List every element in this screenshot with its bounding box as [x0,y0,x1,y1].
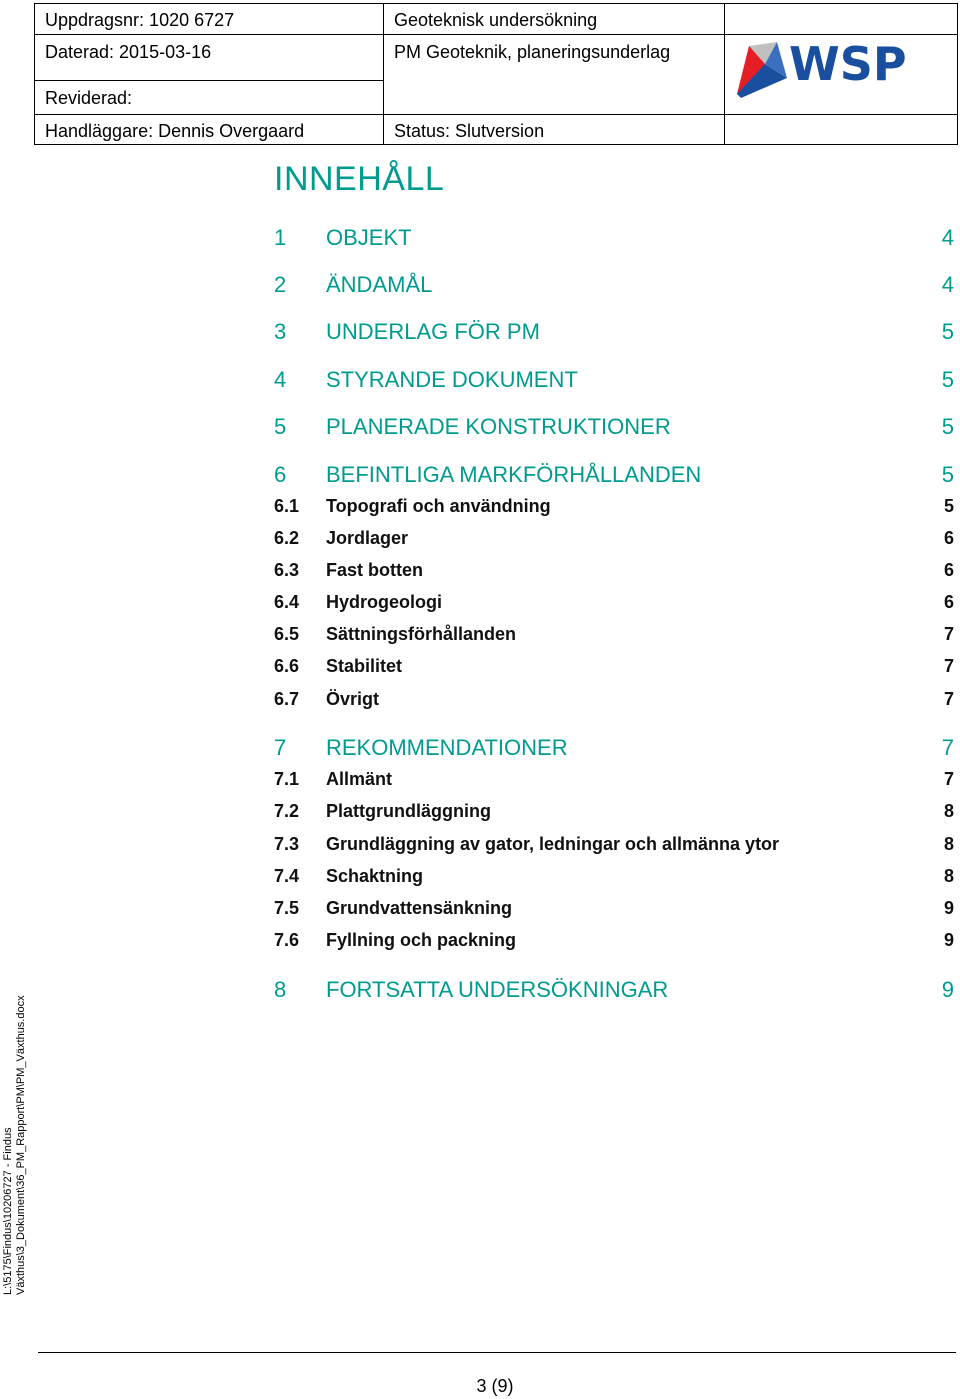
toc-entry-page: 5 [943,496,954,516]
toc-entry-title: Topografi och användning [326,496,551,516]
toc-entry[interactable] [274,496,954,520]
toc-entry-number: 2 [274,272,287,297]
revised-field: Reviderad: [45,88,133,108]
toc-entry[interactable] [274,898,954,922]
toc-entry-page: 8 [943,834,954,854]
toc-entry[interactable] [274,272,954,300]
toc-entry-page: 5 [941,414,954,439]
toc-entry[interactable] [274,735,954,763]
assignment-number: Uppdragsnr: 1020 6727 [45,10,235,30]
toc-entry-page: 7 [941,735,954,760]
toc-entry-title: Stabilitet [326,656,403,676]
toc-entry-number: 6.6 [274,656,300,676]
toc-entry-page: 9 [941,977,954,1002]
header-divider [35,114,957,115]
toc-entry[interactable] [274,592,954,616]
date-field: Daterad: 2015-03-16 [45,42,212,62]
toc-entry-page: 5 [941,367,954,392]
toc-entry-title: Schaktning [326,866,424,886]
toc-entry[interactable] [274,225,954,253]
status-field: Status: Slutversion [394,121,545,141]
toc-entry[interactable] [274,414,954,442]
toc-entry-number: 6.1 [274,496,300,516]
toc-entry[interactable] [274,866,954,890]
toc-entry-page: 9 [943,898,954,918]
header-divider [383,4,384,144]
toc-entry[interactable] [274,977,954,1005]
toc-entry-title: Fast botten [326,560,423,580]
wsp-logo-icon [725,34,915,104]
toc-entry-number: 6.7 [274,689,300,709]
toc-entry-title: BEFINTLIGA MARKFÖRHÅLLANDEN [326,462,702,487]
toc-entry-title: PLANERADE KONSTRUKTIONER [326,414,671,439]
header-divider [35,34,724,35]
toc-entry-page: 9 [943,930,954,950]
toc-entry-page: 7 [943,656,954,676]
toc-entry-page: 5 [941,319,954,344]
wsp-logo [725,34,915,104]
footer-rule [38,1352,956,1353]
toc-entry-number: 4 [274,367,287,392]
toc-entry-number: 7.5 [274,898,300,918]
header-divider [35,80,383,81]
toc-entry-page: 6 [943,528,954,548]
toc-entry-page: 7 [943,689,954,709]
toc-entry-title: Jordlager [326,528,409,548]
toc-entry-number: 6.5 [274,624,300,644]
toc-entry[interactable] [274,769,954,793]
document-subject: Geoteknisk undersökning [394,10,598,30]
toc-entry-number: 7 [274,735,287,760]
toc-entry-number: 7.3 [274,834,300,854]
toc-entry-title: REKOMMENDATIONER [326,735,568,760]
toc-entry[interactable] [274,367,954,395]
toc-entry-title: OBJEKT [326,225,412,250]
toc-entry[interactable] [274,462,954,490]
toc-entry-number: 8 [274,977,287,1002]
toc-entry[interactable] [274,930,954,954]
toc-entry-title: Grundläggning av gator, ledningar och allmänna ytor [326,834,780,854]
toc-entry-number: 5 [274,414,287,439]
toc-entry-page: 8 [943,866,954,886]
file-path [2,995,28,1295]
toc-entry-page: 4 [941,272,954,297]
handler-field: Handläggare: Dennis Overgaard [45,121,305,141]
toc-entry-page: 6 [943,560,954,580]
toc-title: INNEHÅLL [274,160,445,198]
toc-entry-number: 6 [274,462,287,487]
toc-entry[interactable] [274,834,954,858]
toc-entry-title: Hydrogeologi [326,592,442,612]
svg-text:WSP: WSP [789,37,907,91]
toc-entry-page: 7 [943,769,954,789]
toc-entry-title: Grundvattensänkning [326,898,513,918]
toc-entry-title: Allmänt [326,769,393,789]
toc-entry[interactable] [274,624,954,648]
toc-entry[interactable] [274,560,954,584]
toc-entry-page: 4 [941,225,954,250]
page-number: 3 (9) [476,1376,514,1396]
toc-entry[interactable] [274,689,954,713]
toc-entry-title: UNDERLAG FÖR PM [326,319,540,344]
toc-entry-title: Fyllning och packning [326,930,517,950]
toc-entry[interactable] [274,801,954,825]
toc-entry-page: 7 [943,624,954,644]
toc-entry[interactable] [274,319,954,347]
toc-entry-page: 6 [943,592,954,612]
toc-entry-title: Sättningsförhållanden [326,624,517,644]
header-table [34,3,958,145]
toc-entry-page: 5 [941,462,954,487]
toc-entry-title: STYRANDE DOKUMENT [326,367,578,392]
toc-entry-number: 3 [274,319,287,344]
toc-entry-number: 6.3 [274,560,300,580]
toc-entry-number: 7.6 [274,930,300,950]
toc-entry-number: 1 [274,225,287,250]
toc-entry-number: 6.4 [274,592,300,612]
file-path-line: Växthus\3_Dokument\36_PM_Rapport\PM\PM_Växthus.docx [15,995,27,1295]
toc-entry[interactable] [274,656,954,680]
toc-entry-number: 6.2 [274,528,300,548]
file-path-line: L:\5175\Findus\10206727 - Findus [2,1127,14,1295]
toc-entry[interactable] [274,528,954,552]
toc-entry-page: 8 [943,801,954,821]
toc-entry-number: 7.2 [274,801,300,821]
document-title: PM Geoteknik, planeringsunderlag [394,42,671,62]
toc-entry-number: 7.1 [274,769,300,789]
toc-entry-title: ÄNDAMÅL [326,272,433,297]
toc-entry-number: 7.4 [274,866,300,886]
toc-entry-title: FORTSATTA UNDERSÖKNINGAR [326,977,669,1002]
toc-entry-title: Övrigt [326,689,380,709]
toc-entry-title: Plattgrundläggning [326,801,491,821]
